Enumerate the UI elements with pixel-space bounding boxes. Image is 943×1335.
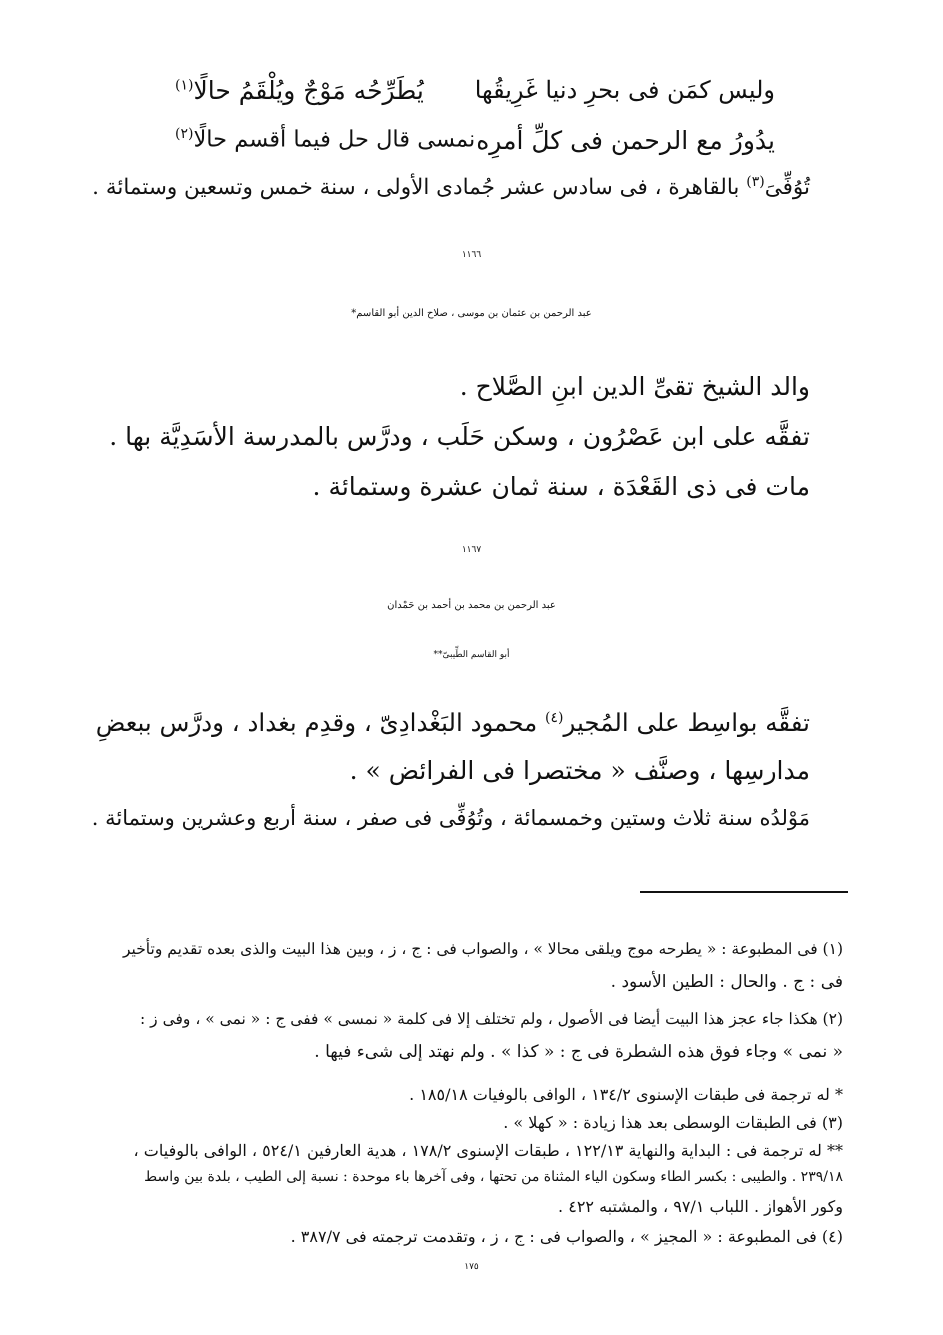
footnote-marker: (٤) [545, 709, 564, 726]
bio-line: تفقَّه بواسِط على المُجير$^{(٤)}$ محمود البَغْدادِىّ ، وقدِم بغداد ، ودرَّس ببعضِ [95, 708, 810, 737]
death-line: تُوُفِّىَ$^{(٣)}$ بالقاهرة ، فى سادس عشر جُمادى الأولى ، سنة خمس وتسعين وستمائة . [92, 174, 810, 201]
footnote-marker: (٣) [746, 174, 765, 190]
bio-line: مَوْلدُه سنة ثلاث وستين وخمسمائة ، وتُوُفِّى فى صفر ، سنة أربع وعشرين وستمائة . [91, 806, 810, 830]
footnote: ٢٣٩/١٨ . والطيبى : بكسر الطاء وسكون الياء المثناة من تحتها ، وفى آخرها باء موحدة : نسبة إلى الطيب ، بلدة بين واسط [144, 1169, 843, 1185]
verse-second-half: يُطَرِّحُه مَوْجٌ ويُلْقَمُ حالًا$^{(١)}$ [175, 76, 424, 105]
entry-number: ١١٦٦ [461, 250, 482, 260]
footnote-marker: (١) [175, 77, 194, 94]
bio-line: مدارسِها ، وصنَّف « مختصرا فى الفرائض » . [349, 756, 810, 785]
footnote: ** له ترجمة فى : البداية والنهاية ١٢٢/١٣ ، طبقات الإسنوى ١٧٨/٢ ، هدية العارفين ٥٢٤/١ ، الوافى بالوفيات ، [133, 1141, 843, 1160]
bio-line: والد الشيخ تقىِّ الدين ابنِ الصَّلاح . [459, 372, 810, 401]
bio-line: تفقَّه على ابن عَصْرُون ، وسكن حَلَب ، ودرَّس بالمدرسة الأسَدِيَّة بها . [109, 422, 810, 451]
footnote: (٣) فى الطبقات الوسطى بعد هذا زيادة : « كهلا » . [503, 1113, 843, 1132]
entry-number: ١١٦٧ [461, 545, 482, 555]
bio-line: مات فى ذى القَعْدَة ، سنة ثمان عشرة وستمائة . [312, 472, 810, 501]
page-number: ١٧٥ [464, 1262, 479, 1272]
footnote-marker: (٢) [175, 126, 194, 142]
entry-name: عبد الرحمن بن عثمان بن موسى ، صلاح الدين أبو القاسم* [351, 308, 592, 319]
entry-kunya: أبو القاسم الطِّيبىّ** [433, 650, 510, 660]
verse-second-half: نمسى قال حل فيما أقسم حالًا$^{(٢)}$ [175, 126, 476, 153]
verse-line [175, 76, 775, 116]
footnote: وكور الأهواز . اللباب ٩٧/١ ، والمشتبه ٤٢٢ . [558, 1197, 843, 1216]
footnote: (٤) فى المطبوعة : « المجيز » ، والصواب فى : ج ، ز ، وتقدمت ترجمته فى ٣٨٧/٧ . [290, 1227, 843, 1246]
footnote: (٢) هكذا جاء عجز هذا البيت أيضا فى الأصول ، ولم تختلف إلا فى كلمة « نمسى » ففى ج : « نمى » ، وفى ز : [140, 1010, 843, 1028]
verse-line [175, 126, 775, 166]
footnote: « نمى » وجاء فوق هذه الشطرة فى ج : « كذا » . ولم نهتد إلى شىء فيها . [314, 1042, 843, 1062]
footnote: (١) فى المطبوعة : « يطرحه موج ويلقى محالا » ، والصواب فى : ج ، ز ، وبين هذا البيت والذى بعده تقديم وتأخير [123, 940, 843, 958]
verse-first-half: يدُورُ مع الرحمن فى كلِّ أمرِه [476, 126, 775, 155]
footnote: فى : ج . والحال : الطين الأسود . [610, 972, 843, 992]
verse-first-half: وليس كمَن فى بحرِ دنيا غَرِيقُها [474, 76, 775, 104]
footnote-rule [640, 891, 848, 893]
entry-name: عبد الرحمن بن محمد بن أحمد بن حَمْدان [387, 600, 556, 611]
footnote: * له ترجمة فى طبقات الإسنوى ١٣٤/٢ ، الوافى بالوفيات ١٨٥/١٨ . [409, 1085, 843, 1104]
